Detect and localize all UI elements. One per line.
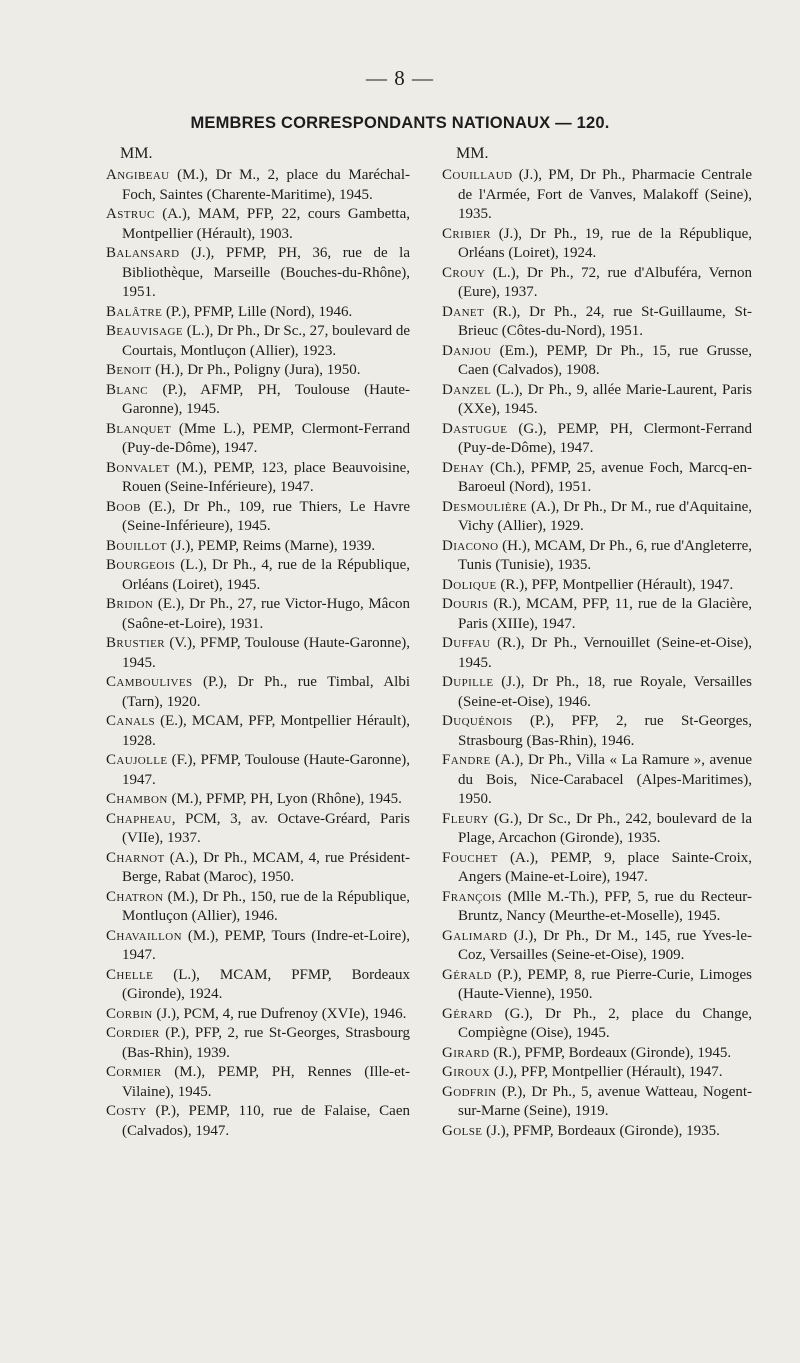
member-entry [106,1024,410,1063]
member-details: (J.), Dr Ph., 19, rue de la République, Orléans (Loiret), 1924. [458,225,752,261]
right-column [442,144,752,1141]
member-entry [106,1005,410,1025]
member-details: (P.), PEMP, 8, rue Pierre-Curie, Limoges (Haute-Vienne), 1950. [458,966,752,1002]
member-entry [106,537,410,557]
member-details: (R.), PFMP, Bordeaux (Gironde), 1945. [489,1044,732,1061]
member-details: (J.), PEMP, Reims (Marne), 1939. [166,537,376,554]
member-name: Danzel [442,381,492,398]
member-name: Danet [442,303,485,320]
member-details: (P.), AFMP, PH, Toulouse (Haute-Garonne), 1945. [122,381,410,417]
member-details: (E.), Dr Ph., 27, rue Victor-Hugo, Mâcon (Saône-et-Loire), 1931. [122,596,410,632]
member-name: Giroux [442,1064,491,1080]
member-entry [442,595,752,634]
member-entry [442,927,752,966]
member-details: (L.), MCAM, PFMP, Bordeaux (Gironde), 1924. [122,966,410,1002]
member-entry [442,712,752,751]
member-name: Brustier [106,635,166,651]
member-details: (L.), Dr Ph., Dr Sc., 27, boulevard de Courtais, Montluçon (Allier), 1923. [122,323,410,359]
member-details: (M.), PEMP, Tours (Indre-et-Loire), 1947. [122,927,410,963]
member-entry [106,966,410,1005]
member-name: Bourgeois [106,557,176,573]
member-details: (H.), Dr Ph., Poligny (Jura), 1950. [151,362,361,378]
member-details: (J.), PCM, 4, rue Dufrenoy (XVIe), 1946. [152,1005,407,1022]
member-details: (J.), Dr Ph., 18, rue Royale, Versailles (Seine-et-Oise), 1946. [458,674,752,710]
member-name: Astruc [106,206,155,222]
member-entry [106,244,410,303]
member-details: (M.), PEMP, PH, Rennes (Ille-et-Vilaine), 1945. [122,1064,410,1100]
member-details: (P.), PEMP, 110, rue de Falaise, Caen (Calvados), 1947. [122,1103,410,1139]
member-entry [442,1044,752,1064]
member-name: Chapheau [106,810,172,827]
member-name: Corbin [106,1005,153,1022]
member-entry [106,420,410,459]
member-entry [442,810,752,849]
member-name: Costy [106,1103,147,1119]
member-name: Chambon [106,791,168,807]
member-name: Boob [106,498,141,515]
member-entry [106,381,410,420]
member-details: (M.), Dr Ph., 150, rue de la République, Montluçon (Allier), 1946. [122,888,410,924]
member-entry [442,381,752,420]
member-name: Cormier [106,1064,162,1080]
member-details: (J.), PFP, Montpellier (Hérault), 1947. [490,1064,723,1080]
member-entry [442,537,752,576]
member-name: Cribier [442,225,491,242]
member-details: (P.), PFMP, Lille (Nord), 1946. [162,303,353,320]
member-entry [106,751,410,790]
member-name: Dolique [442,576,497,593]
member-details: (Mme L.), PEMP, Clermont-Ferrand (Puy-de-Dôme), 1947. [122,420,410,456]
member-details: (L.), Dr Ph., 72, rue d'Albuféra, Vernon (Eure), 1937. [458,264,752,300]
member-details: , PCM, 3, av. Octave-Gréard, Paris (VIIe), 1937. [122,810,410,846]
member-name: Balâtre [106,303,163,320]
member-entry [442,498,752,537]
member-entry [442,1063,752,1083]
member-details: (Ch.), PFMP, 25, avenue Foch, Marcq-en-Baroeul (Nord), 1951. [458,459,752,495]
member-details: (M.), Dr M., 2, place du Maréchal-Foch, Saintes (Charente-Maritime), 1945. [122,167,410,203]
member-details: (P.), Dr Ph., 5, avenue Watteau, Nogent-sur-Marne (Seine), 1919. [458,1083,752,1119]
member-name: Chelle [106,966,154,983]
member-name: Cordier [106,1025,160,1041]
member-details: (M.), PEMP, 123, place Beauvoisine, Rouen (Seine-Inférieure), 1947. [122,459,410,495]
member-entry [442,166,752,225]
member-details: (E.), MCAM, PFP, Montpellier Hérault), 1928. [122,713,410,749]
member-entry [106,712,410,751]
member-entry [106,205,410,244]
member-details: (V.), PFMP, Toulouse (Haute-Garonne), 1945. [122,635,410,671]
member-entry [442,264,752,303]
member-details: (G.), Dr Ph., 2, place du Change, Compiègne (Oise), 1945. [458,1005,752,1041]
member-name: Galimard [442,927,508,944]
member-details: (P.), Dr Ph., rue Timbal, Albi (Tarn), 1920. [122,674,410,710]
member-entry [442,420,752,459]
member-entry [442,634,752,673]
member-name: Duffau [442,635,491,651]
member-name: Bridon [106,596,154,612]
member-entry [442,1083,752,1122]
member-name: Couillaud [442,167,513,183]
member-entry [442,1122,752,1142]
member-name: Blanquet [106,420,172,437]
member-entry [106,849,410,888]
member-details: (R.), Dr Ph., 24, rue St-Guillaume, St-Brieuc (Côtes-du-Nord), 1951. [458,303,752,339]
member-details: (R.), Dr Ph., Vernouillet (Seine-et-Oise), 1945. [458,635,752,671]
member-name: Bonvalet [106,459,170,476]
member-details: (Em.), PEMP, Dr Ph., 15, rue Grusse, Caen (Calvados), 1908. [458,342,752,378]
member-details: (J.), PFMP, PH, 36, rue de la Bibliothèque, Marseille (Bouches-du-Rhône), 1951. [122,245,410,300]
member-details: (P.), PFP, 2, rue St-Georges, Strasbourg (Bas-Rhin), 1946. [458,713,752,749]
member-entry [442,673,752,712]
member-entry [106,322,410,361]
member-entry [442,966,752,1005]
member-name: Desmoulière [442,498,527,515]
member-name: Dehay [442,459,485,476]
member-entry [442,303,752,342]
member-details: (A.), MAM, PFP, 22, cours Gambetta, Montpellier (Hérault), 1903. [122,206,410,242]
member-details: (Mlle M.-Th.), PFP, 5, rue du Recteur-Bruntz, Nancy (Meurthe-et-Moselle), 1945. [458,888,752,924]
member-name: Fandre [442,752,491,768]
member-name: Gérald [442,966,492,983]
member-name: Charnot [106,849,165,866]
member-details: (G.), Dr Sc., Dr Ph., 242, boulevard de la Plage, Arcachon (Gironde), 1935. [458,810,752,846]
member-name: Crouy [442,264,486,281]
member-entry [442,459,752,498]
member-entry [106,556,410,595]
member-name: Angibeau [106,167,170,183]
member-name: Fleury [442,810,489,827]
member-name: Dastugue [442,420,508,437]
column-label: MM. [120,145,153,162]
member-details: (L.), Dr Ph., 9, allée Marie-Laurent, Paris (XXe), 1945. [458,381,752,417]
member-details: (H.), MCAM, Dr Ph., 6, rue d'Angleterre, Tunis (Tunisie), 1935. [458,537,752,573]
member-details: (G.), PEMP, PH, Clermont-Ferrand (Puy-de-Dôme), 1947. [458,420,752,456]
member-name: Chavaillon [106,927,182,944]
member-details: (L.), Dr Ph., 4, rue de la République, Orléans (Loiret), 1945. [122,557,410,593]
member-entry [106,498,410,537]
member-details: (J.), Dr Ph., Dr M., 145, rue Yves-le-Coz, Versailles (Seine-et-Oise), 1909. [458,927,752,963]
member-name: Danjou [442,342,492,359]
member-details: (P.), PFP, 2, rue St-Georges, Strasbourg (Bas-Rhin), 1939. [122,1025,410,1061]
section-heading: MEMBRES CORRESPONDANTS NATIONAUX — 120. [190,114,610,132]
member-name: François [442,888,502,905]
member-name: Duquénois [442,713,513,729]
member-name: Balansard [106,245,180,261]
member-details: (A.), PEMP, 9, place Sainte-Croix, Angers (Maine-et-Loire), 1947. [458,849,752,885]
member-name: Bouillot [106,537,167,554]
member-entry [106,303,410,323]
member-name: Caujolle [106,752,168,768]
member-entry [106,634,410,673]
member-details: (A.), Dr Ph., MCAM, 4, rue Président-Berge, Rabat (Maroc), 1950. [122,849,410,885]
member-entry [442,888,752,927]
member-entry [106,459,410,498]
member-name: Camboulives [106,674,193,690]
member-name: Diacono [442,537,499,554]
member-name: Godfrin [442,1083,497,1100]
member-name: Fouchet [442,849,498,866]
member-name: Canals [106,713,156,729]
member-entry [106,1063,410,1102]
member-details: (A.), Dr Ph., Villa « La Ramure », avenue du Bois, Nice-Carabacel (Alpes-Maritimes), 1950. [458,752,752,807]
member-details: (F.), PFMP, Toulouse (Haute-Garonne), 1947. [122,752,410,788]
member-name: Girard [442,1044,490,1061]
member-entry [106,927,410,966]
member-entry [442,751,752,810]
member-entry [442,342,752,381]
member-details: (J.), PM, Dr Ph., Pharmacie Centrale de l'Armée, Fort de Vanves, Malakoff (Seine), 1935. [458,167,752,222]
left-column [106,144,410,1141]
member-name: Beauvisage [106,323,183,339]
member-name: Benoit [106,362,152,378]
member-entry [106,673,410,712]
member-entry [442,225,752,264]
member-entry [106,166,410,205]
member-details: (A.), Dr Ph., Dr M., rue d'Aquitaine, Vichy (Allier), 1929. [458,498,752,534]
member-entry [442,576,752,596]
member-entry [442,1005,752,1044]
member-details: (J.), PFMP, Bordeaux (Gironde), 1935. [482,1122,720,1139]
member-name: Dupille [442,674,494,690]
member-entry [106,888,410,927]
page-number: — 8 — [366,66,434,90]
member-details: (R.), MCAM, PFP, 11, rue de la Glacière, Paris (XIIIe), 1947. [458,596,752,632]
member-entry [106,1102,410,1141]
member-entry [106,790,410,810]
member-entry [106,361,410,381]
member-name: Golse [442,1122,483,1139]
member-name: Blanc [106,381,148,398]
member-name: Douris [442,596,489,612]
member-entry [106,810,410,849]
member-details: (R.), PFP, Montpellier (Hérault), 1947. [496,576,734,593]
column-label: MM. [456,145,489,162]
member-entry [106,595,410,634]
member-entry [442,849,752,888]
member-name: Chatron [106,888,164,905]
member-details: (M.), PFMP, PH, Lyon (Rhône), 1945. [167,791,402,807]
member-details: (E.), Dr Ph., 109, rue Thiers, Le Havre (Seine-Inférieure), 1945. [122,498,410,534]
member-name: Gérard [442,1005,493,1022]
